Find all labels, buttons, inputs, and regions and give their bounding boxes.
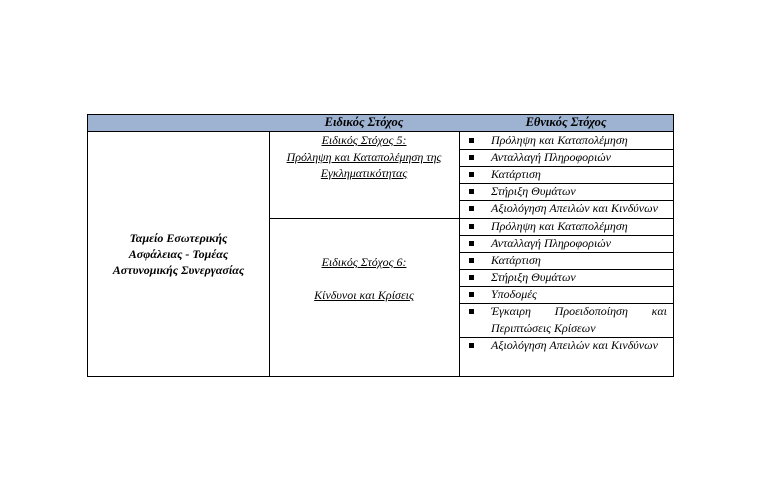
national-item — [459, 303, 673, 338]
national-item: Στήριξη Θυμάτων — [459, 269, 673, 287]
fund-line-2: Ασφάλειας - Τομέας — [128, 247, 229, 261]
national-objectives-column — [459, 132, 674, 377]
national-item-line-2: Περιπτώσεις Κρίσεων — [491, 320, 596, 335]
bullet-icon — [469, 189, 474, 194]
national-item: Ανταλλαγή Πληροφοριών — [459, 235, 673, 253]
bullet-icon — [469, 292, 474, 297]
national-item: Υποδομές — [459, 286, 673, 304]
fund-line-1: Ταμείο Εσωτερικής — [129, 231, 228, 245]
national-item: Κατάρτιση — [459, 166, 673, 184]
national-item-line-1: Έγκαιρη Προειδοποίηση και — [491, 304, 667, 318]
bullet-icon — [469, 155, 474, 160]
objectives-table — [87, 114, 674, 377]
header-national-objective: Εθνικός Στόχος — [459, 114, 674, 132]
header-cell-empty — [87, 114, 270, 132]
fund-line-3: Αστυνομικής Συνεργασίας — [112, 263, 245, 277]
bullet-icon — [469, 172, 474, 177]
bullet-icon — [469, 206, 474, 211]
specific-objective-5-cell — [269, 132, 460, 219]
bullet-icon — [469, 138, 474, 143]
national-item: Πρόληψη και Καταπολέμηση — [459, 132, 673, 150]
national-item: Αξιολόγηση Απειλών και Κινδύνων — [459, 337, 673, 377]
national-item: Κατάρτιση — [459, 252, 673, 270]
national-item: Ανταλλαγή Πληροφοριών — [459, 149, 673, 167]
specific-objective-6-cell — [269, 218, 460, 377]
bullet-icon — [469, 224, 474, 229]
objective-5-title: Ειδικός Στόχος 5: — [321, 133, 407, 147]
objective-5-desc-line-2: Εγκληματικότητας — [320, 166, 408, 180]
national-item: Στήριξη Θυμάτων — [459, 183, 673, 201]
national-item: Αξιολόγηση Απειλών και Κινδύνων — [459, 200, 673, 219]
bullet-icon — [469, 343, 474, 348]
bullet-icon — [469, 275, 474, 280]
bullet-icon — [469, 309, 474, 314]
bullet-icon — [469, 258, 474, 263]
objective-5-desc-line-1: Πρόληψη και Καταπολέμηση της — [286, 149, 442, 164]
national-item: Πρόληψη και Καταπολέμηση — [459, 218, 673, 236]
objective-6-title: Ειδικός Στόχος 6: — [321, 255, 407, 269]
fund-cell — [87, 132, 270, 377]
bullet-icon — [469, 241, 474, 246]
header-specific-objective: Ειδικός Στόχος — [269, 114, 460, 132]
objective-6-desc: Κίνδυνοι και Κρίσεις — [314, 288, 414, 302]
